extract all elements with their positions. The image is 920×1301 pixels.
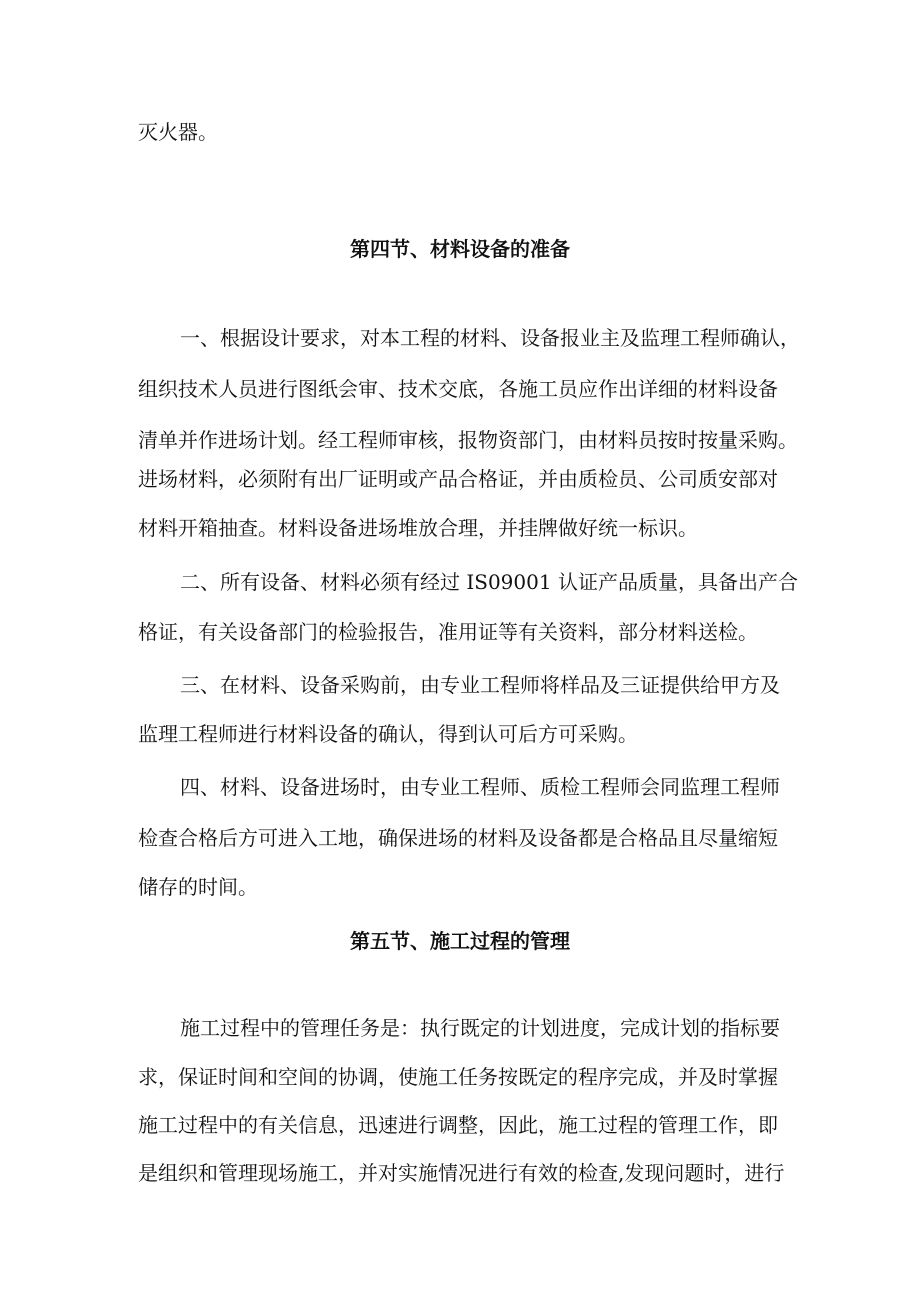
section4-title: 第四节、材料设备的准备 <box>350 237 570 261</box>
s4-p2-line2: 格证，有关设备部门的检验报告，准用证等有关资料，部分材料送检。 <box>138 620 758 644</box>
s4-p3-line1: 三、在材料、设备采购前，由专业工程师将样品及三证提供给甲方及 <box>180 673 780 697</box>
s4-p1-line4: 进场材料，必须附有出厂证明或产品合格证，并由质检员、公司质安部对 <box>138 467 778 491</box>
s4-p4-line1: 四、材料、设备进场时，由专业工程师、质检工程师会同监理工程师 <box>180 775 780 799</box>
s5-p1-line1: 施工过程中的管理任务是：执行既定的计划进度，完成计划的指标要 <box>180 1016 780 1040</box>
s4-p1-line1: 一、根据设计要求，对本工程的材料、设备报业主及监理工程师确认， <box>180 326 800 350</box>
section5-title: 第五节、施工过程的管理 <box>350 929 570 953</box>
s5-p1-line2: 求，保证时间和空间的协调，使施工任务按既定的程序完成，并及时掌握 <box>138 1065 778 1089</box>
top-fragment-line: 灭火器。 <box>138 120 218 144</box>
s4-p1-line3: 清单并作进场计划。经工程师审核，报物资部门，由材料员按时按量采购。 <box>138 428 798 452</box>
s5-p1-line4: 是组织和管理现场施工，并对实施情况进行有效的检查,发现问题时，进行 <box>138 1161 785 1185</box>
s4-p1-line5: 材料开箱抽查。材料设备进场堆放合理，并挂牌做好统一标识。 <box>138 516 698 540</box>
s4-p1-line2: 组织技术人员进行图纸会审、技术交底，各施工员应作出详细的材料设备 <box>138 377 778 401</box>
s4-p4-line3: 储存的时间。 <box>138 875 258 899</box>
s5-p1-line3: 施工过程中的有关信息，迅速进行调整，因此，施工过程的管理工作，即 <box>138 1113 778 1137</box>
s4-p3-line2: 监理工程师进行材料设备的确认，得到认可后方可采购。 <box>138 722 638 746</box>
s4-p2-line1: 二、所有设备、材料必须有经过 IS09001 认证产品质量，具备出产合 <box>180 570 798 594</box>
s4-p4-line2: 检查合格后方可进入工地，确保进场的材料及设备都是合格品且尽量缩短 <box>138 826 778 850</box>
